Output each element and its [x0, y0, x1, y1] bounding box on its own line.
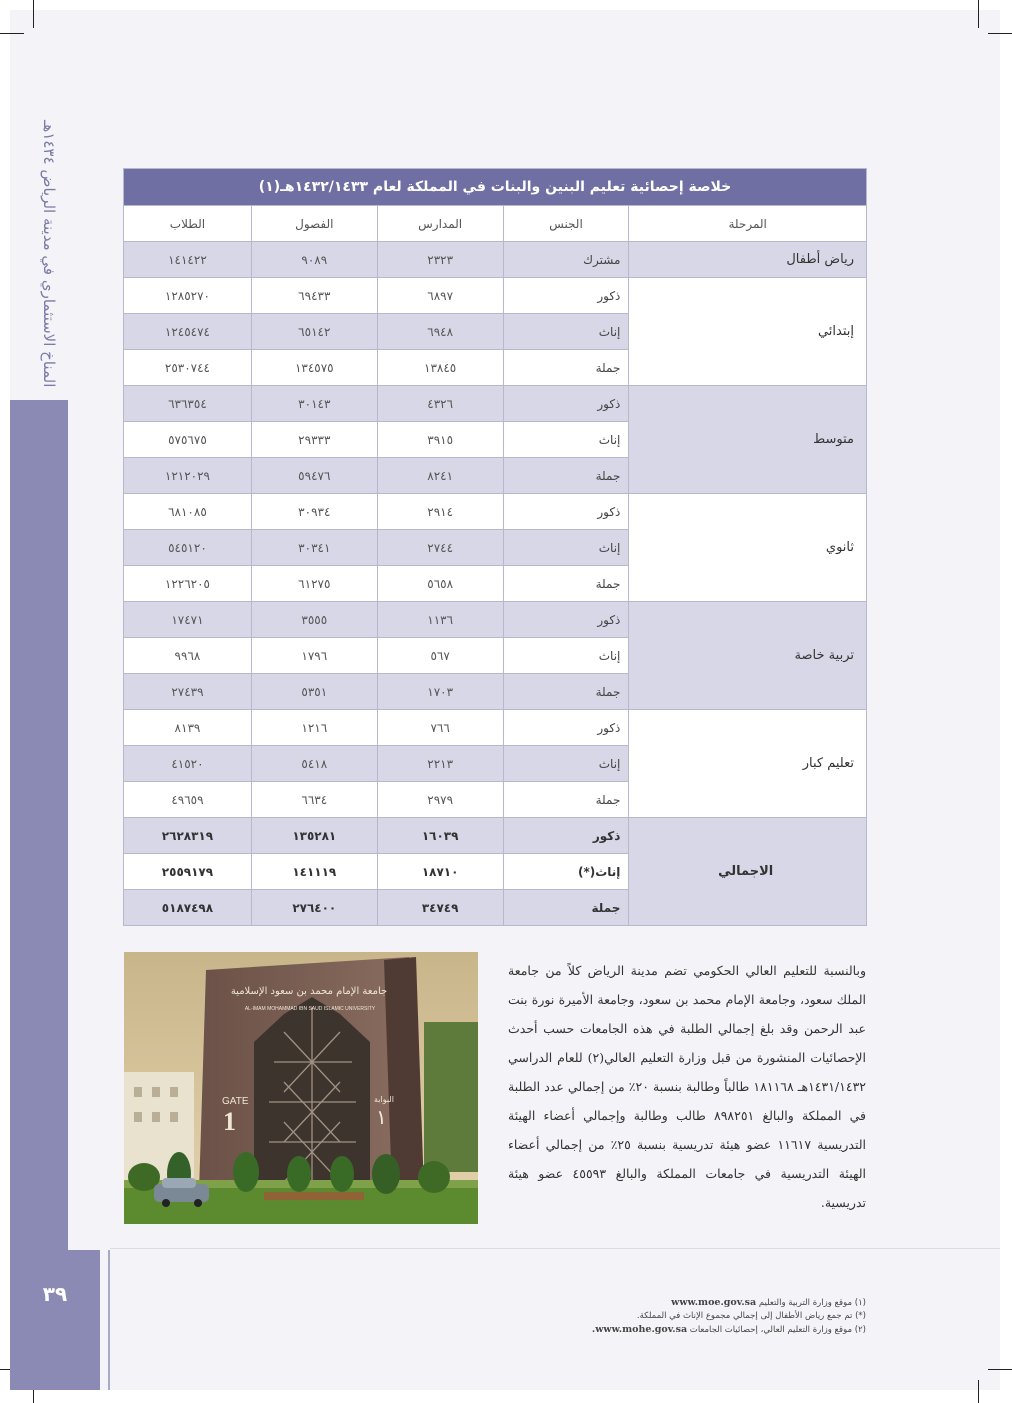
- classes-cell: ٦٥١٤٢: [251, 314, 377, 350]
- statistics-table: [123, 168, 867, 926]
- gate-number: 1: [223, 1107, 236, 1136]
- gender-cell: إناث: [503, 422, 629, 458]
- schools-cell: ٤٣٢٦: [377, 386, 503, 422]
- stage-cell: الاجمالي: [629, 818, 867, 926]
- classes-cell: ٣٥٥٥: [251, 602, 377, 638]
- footer-divider-vertical: [108, 1250, 110, 1390]
- footnotes: [480, 1296, 866, 1337]
- table-title: خلاصة إحصائية تعليم البنين والبنات في المملكة لعام ١٤٣٢/١٤٣٣هـ(١): [124, 169, 867, 206]
- classes-cell: ٩٠٨٩: [251, 242, 377, 278]
- gender-cell: جملة: [503, 458, 629, 494]
- classes-cell: ٢٩٣٣٣: [251, 422, 377, 458]
- schools-cell: ١٣٨٤٥: [377, 350, 503, 386]
- schools-cell: ٦٨٩٧: [377, 278, 503, 314]
- classes-cell: ١٣٥٢٨١: [251, 818, 377, 854]
- side-accent-band: [10, 400, 68, 1250]
- schools-cell: ٥٦٧: [377, 638, 503, 674]
- classes-cell: ٦١٢٧٥: [251, 566, 377, 602]
- schools-cell: ٥٦٥٨: [377, 566, 503, 602]
- classes-cell: ٥٤١٨: [251, 746, 377, 782]
- students-cell: ٢٦٢٨٣١٩: [124, 818, 252, 854]
- classes-cell: ١٢١٦: [251, 710, 377, 746]
- students-cell: ٥٧٥٦٧٥: [124, 422, 252, 458]
- table-header-cell: الفصول: [251, 206, 377, 242]
- students-cell: ٩٩٦٨: [124, 638, 252, 674]
- gender-cell: ذكور: [503, 494, 629, 530]
- sign-arabic: جامعة الإمام محمد بن سعود الإسلامية: [230, 986, 388, 997]
- footer-divider: [110, 1248, 1000, 1249]
- footer-accent-band: [10, 1250, 100, 1390]
- classes-cell: ٣٠٣٤١: [251, 530, 377, 566]
- gate-number-arabic: ١: [376, 1105, 387, 1129]
- gender-cell: إناث: [503, 314, 629, 350]
- classes-cell: ١٣٤٥٧٥: [251, 350, 377, 386]
- schools-cell: ٣٤٧٤٩: [377, 890, 503, 926]
- gender-cell: جملة: [503, 674, 629, 710]
- gate-label: GATE: [222, 1096, 249, 1107]
- schools-cell: ١٨٧١٠: [377, 854, 503, 890]
- students-cell: ٥١٨٧٤٩٨: [124, 890, 252, 926]
- footnote-star: (*) تم جمع رياض الأطفال إلى إجمالي مجموع الإناث في المملكة.: [636, 1311, 866, 1321]
- gender-cell: ذكور: [503, 602, 629, 638]
- footnote-2: (٢) موقع وزارة التعليم العالي، إحصائيات الجامعات www.mohe.gov.sa.: [591, 1324, 866, 1335]
- footnote-2-link[interactable]: www.mohe.gov.sa.: [591, 1324, 688, 1335]
- university-gate-photo: [124, 952, 478, 1224]
- stage-cell: تربية خاصة: [629, 602, 867, 710]
- page-number: ٣٩: [42, 1282, 68, 1306]
- gender-cell: جملة: [503, 566, 629, 602]
- footnote-1-link[interactable]: www.moe.gov.sa: [671, 1297, 757, 1308]
- crop-mark: [988, 33, 1012, 34]
- students-cell: ٥٤٥١٢٠: [124, 530, 252, 566]
- students-cell: ٦٣٦٣٥٤: [124, 386, 252, 422]
- gender-cell: جملة: [503, 350, 629, 386]
- table-header-cell: المدارس: [377, 206, 503, 242]
- students-cell: ٢٧٤٣٩: [124, 674, 252, 710]
- stage-cell: متوسط: [629, 386, 867, 494]
- footnote-1: (١) موقع وزارة التربية والتعليم www.moe.gov.sa: [671, 1297, 866, 1308]
- classes-cell: ٢٧٦٤٠٠: [251, 890, 377, 926]
- stage-cell: إبتدائي: [629, 278, 867, 386]
- schools-cell: ٢٢١٣: [377, 746, 503, 782]
- gender-cell: مشترك: [503, 242, 629, 278]
- gender-cell: ذكور: [503, 818, 629, 854]
- stage-cell: تعليم كبار: [629, 710, 867, 818]
- students-cell: ٤٩٦٥٩: [124, 782, 252, 818]
- schools-cell: ٢٩١٤: [377, 494, 503, 530]
- crop-mark: [33, 0, 34, 28]
- crop-mark: [978, 1380, 979, 1403]
- stage-cell: رياض أطفال: [629, 242, 867, 278]
- gender-cell: جملة: [503, 782, 629, 818]
- schools-cell: ٦٩٤٨: [377, 314, 503, 350]
- gender-cell: إناث(*): [503, 854, 629, 890]
- schools-cell: ٣٩١٥: [377, 422, 503, 458]
- table-row: [124, 494, 867, 530]
- schools-cell: ٢٣٢٣: [377, 242, 503, 278]
- students-cell: ٦٨١٠٨٥: [124, 494, 252, 530]
- schools-cell: ٢٧٤٤: [377, 530, 503, 566]
- schools-cell: ١١٣٦: [377, 602, 503, 638]
- schools-cell: ١٦٠٣٩: [377, 818, 503, 854]
- stage-cell: ثانوي: [629, 494, 867, 602]
- crop-mark: [978, 0, 979, 28]
- students-cell: ١٢٢٦٢٠٥: [124, 566, 252, 602]
- table-row: [124, 242, 867, 278]
- classes-cell: ٣٠١٤٣: [251, 386, 377, 422]
- crop-mark: [0, 33, 24, 34]
- students-cell: ١٢١٢٠٢٩: [124, 458, 252, 494]
- gender-cell: ذكور: [503, 386, 629, 422]
- students-cell: ٨١٣٩: [124, 710, 252, 746]
- students-cell: ٢٥٥٩١٧٩: [124, 854, 252, 890]
- classes-cell: ٥٩٤٧٦: [251, 458, 377, 494]
- table-row: [124, 386, 867, 422]
- students-cell: ٢٥٣٠٧٤٤: [124, 350, 252, 386]
- gender-cell: إناث: [503, 746, 629, 782]
- schools-cell: ٧٦٦: [377, 710, 503, 746]
- running-title: المناخ الاستثماري في مدينة الرياض ١٤٣٤هـ: [40, 120, 58, 388]
- table-row: [124, 278, 867, 314]
- gate-label-arabic: البوابة: [374, 1095, 394, 1104]
- gender-cell: إناث: [503, 530, 629, 566]
- gender-cell: ذكور: [503, 710, 629, 746]
- gender-cell: ذكور: [503, 278, 629, 314]
- students-cell: ١٤١٤٢٢: [124, 242, 252, 278]
- students-cell: ١٧٤٧١: [124, 602, 252, 638]
- gender-cell: جملة: [503, 890, 629, 926]
- table-row: [124, 818, 867, 854]
- body-paragraph: وبالنسبة للتعليم العالي الحكومي تضم مدينة الرياض كلاً من جامعة الملك سعود، وجامعة الإمام محمد بن سعود، وجامعة الأميرة نورة بنت عبد الرحمن وقد بلغ إجمالي الطلبة في هذه الجامعات حسب أحدث الإحصائيات المنشورة من قبل وزارة التعليم العالي(٢) للعام الدراسي ١٤٣١/١٤٣٢هـ ١٨١١٦٨ طالباً وطالبة بنسبة ٢٠٪ من إجمالي عدد الطلبة في المملكة والبالغ ٨٩٨٢٥١ طالب وطالبة وإجمالي أعضاء الهيئة التدريسية ١١٦١٧ عضو هيئة تدريسية بنسبة ٢٥٪ من إجمالي أعضاء الهيئة التدريسية في جامعات المملكة والبالغ ٤٥٥٩٣ عضو هيئة تدريسية.: [508, 963, 867, 1210]
- classes-cell: ١٤١١١٩: [251, 854, 377, 890]
- schools-cell: ٢٩٧٩: [377, 782, 503, 818]
- table-row: [124, 710, 867, 746]
- students-cell: ٤١٥٢٠: [124, 746, 252, 782]
- crop-mark: [988, 1369, 1012, 1370]
- table-header-cell: الطلاب: [124, 206, 252, 242]
- students-cell: ١٢٤٥٤٧٤: [124, 314, 252, 350]
- gender-cell: إناث: [503, 638, 629, 674]
- table-header-cell: الجنس: [503, 206, 629, 242]
- classes-cell: ٥٣٥١: [251, 674, 377, 710]
- schools-cell: ٨٢٤١: [377, 458, 503, 494]
- classes-cell: ٦٦٣٤: [251, 782, 377, 818]
- classes-cell: ٦٩٤٣٣: [251, 278, 377, 314]
- sign-english: AL-IMAM MOHAMMAD IBN SAUD ISLAMIC UNIVERSITY: [244, 1006, 376, 1012]
- table-header-cell: المرحلة: [629, 206, 867, 242]
- students-cell: ١٢٨٥٢٧٠: [124, 278, 252, 314]
- table-row: [124, 602, 867, 638]
- classes-cell: ١٧٩٦: [251, 638, 377, 674]
- classes-cell: ٣٠٩٣٤: [251, 494, 377, 530]
- schools-cell: ١٧٠٣: [377, 674, 503, 710]
